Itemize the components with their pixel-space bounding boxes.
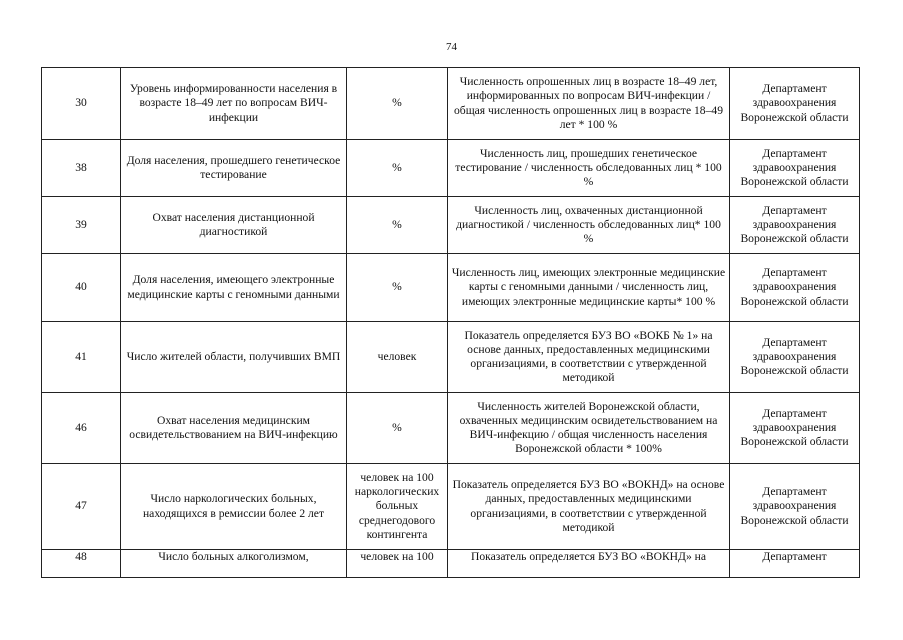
calculation-method: Численность лиц, охваченных дистанционной диагностикой / численность обследованных лиц* 100 % <box>448 197 730 254</box>
indicator-name: Доля населения, имеющего электронные медицинские карты с геномными данными <box>121 254 347 322</box>
row-number: 39 <box>42 197 121 254</box>
table-row <box>42 254 860 322</box>
responsible-department: Департамент здравоохранения Воронежской области <box>730 464 860 550</box>
calculation-method: Показатель определяется БУЗ ВО «ВОКНД» на основе данных, предоставленных медицинскими организациями, в соответствии с утвержденной методикой <box>448 464 730 550</box>
indicator-name: Охват населения медицинским освидетельствованием на ВИЧ-инфекцию <box>121 393 347 464</box>
indicator-name: Охват населения дистанционной диагностикой <box>121 197 347 254</box>
table-row <box>42 393 860 464</box>
table-row <box>42 140 860 197</box>
calculation-method: Показатель определяется БУЗ ВО «ВОКБ № 1» на основе данных, предоставленных медицинскими организациями, в соответствии с утвержденной методикой <box>448 322 730 393</box>
unit: % <box>347 254 448 322</box>
indicator-name: Уровень информированности населения в возрасте 18–49 лет по вопросам ВИЧ-инфекции <box>121 68 347 140</box>
row-number: 38 <box>42 140 121 197</box>
row-number: 47 <box>42 464 121 550</box>
table-row <box>42 464 860 550</box>
calculation-method: Численность опрошенных лиц в возрасте 18–49 лет, информированных по вопросам ВИЧ-инфекции / общая численность опрошенных лиц в возрасте 18–49 лет * 100 % <box>448 68 730 140</box>
unit: % <box>347 197 448 254</box>
responsible-department: Департамент здравоохранения Воронежской области <box>730 140 860 197</box>
unit: % <box>347 140 448 197</box>
indicators-table <box>41 67 860 578</box>
indicator-name: Число жителей области, получивших ВМП <box>121 322 347 393</box>
row-number: 40 <box>42 254 121 322</box>
responsible-department: Департамент здравоохранения Воронежской области <box>730 254 860 322</box>
table-row <box>42 68 860 140</box>
calculation-method: Показатель определяется БУЗ ВО «ВОКНД» на <box>448 550 730 578</box>
indicator-name: Число наркологических больных, находящихся в ремиссии более 2 лет <box>121 464 347 550</box>
table-row <box>42 550 860 578</box>
unit: % <box>347 68 448 140</box>
row-number: 46 <box>42 393 121 464</box>
table-row <box>42 197 860 254</box>
responsible-department: Департамент <box>730 550 860 578</box>
unit: человек на 100 <box>347 550 448 578</box>
responsible-department: Департамент здравоохранения Воронежской области <box>730 68 860 140</box>
responsible-department: Департамент здравоохранения Воронежской области <box>730 322 860 393</box>
row-number: 48 <box>42 550 121 578</box>
indicator-name: Число больных алкоголизмом, <box>121 550 347 578</box>
calculation-method: Численность лиц, имеющих электронные медицинские карты с геномными данными / численность лиц, имеющих электронные медицинские карты* 100 % <box>448 254 730 322</box>
row-number: 30 <box>42 68 121 140</box>
unit: человек <box>347 322 448 393</box>
unit: человек на 100 наркологических больных среднегодового контингента <box>347 464 448 550</box>
unit: % <box>347 393 448 464</box>
calculation-method: Численность жителей Воронежской области, охваченных медицинским освидетельствованием на ВИЧ-инфекцию / общая численность населения Воронежской области * 100% <box>448 393 730 464</box>
table-row <box>42 322 860 393</box>
responsible-department: Департамент здравоохранения Воронежской области <box>730 393 860 464</box>
responsible-department: Департамент здравоохранения Воронежской области <box>730 197 860 254</box>
page-number: 74 <box>446 41 457 53</box>
row-number: 41 <box>42 322 121 393</box>
calculation-method: Численность лиц, прошедших генетическое тестирование / численность обследованных лиц * 100 % <box>448 140 730 197</box>
indicator-name: Доля населения, прошедшего генетическое тестирование <box>121 140 347 197</box>
